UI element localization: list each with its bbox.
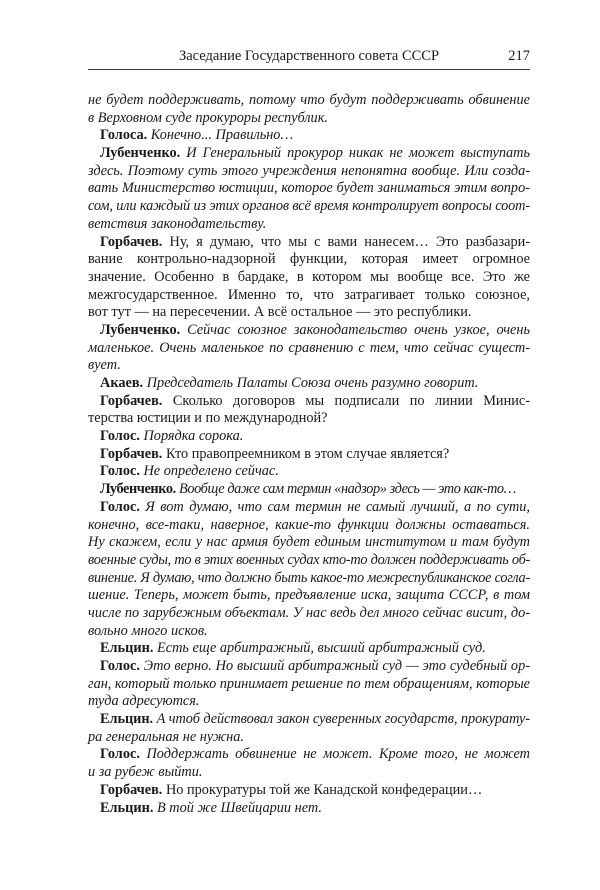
speaker-name: Лубенченко. — [100, 145, 181, 162]
speech-text: вольно много исков. — [88, 622, 208, 639]
text-line — [88, 605, 530, 623]
speech-text: Кто правопреемником в этом случае является? — [165, 445, 450, 462]
speaker-name: Ельцин. — [100, 640, 154, 657]
speaker-name: Горбачев. — [100, 233, 163, 250]
transcript-paragraph — [88, 640, 530, 658]
text-line — [88, 800, 530, 818]
transcript-paragraph — [88, 481, 530, 499]
transcript-paragraph — [88, 127, 530, 145]
speech-text: сом, или каждый из этих органов всё время контролирует вопросы соот- — [88, 198, 530, 215]
speech-text: В той же Швейцарии нет. — [156, 799, 322, 816]
speech-text: вует. — [88, 357, 121, 374]
speech-text: Вообще даже сам термин «надзор» здесь — это как-то… — [179, 481, 516, 498]
speech-text: Сколько договоров мы подписали по линии Минис- — [172, 392, 530, 409]
speaker-name: Голос. — [100, 746, 140, 763]
speech-text: вание контрольно-надзорной функции, которая имеет огромное — [88, 251, 530, 268]
speaker-name: Голос. — [100, 428, 140, 445]
page-number: 217 — [508, 48, 530, 64]
speaker-name: Лубенченко. — [100, 321, 181, 338]
text-line — [88, 658, 530, 676]
transcript-paragraph — [88, 746, 530, 781]
speech-text: шение. Теперь, может быть, предъявление иска, защита СССР, в том — [88, 587, 530, 604]
speech-text: здесь. Поэтому суть этого учреждения непонятна вообще. Или созда- — [88, 162, 530, 179]
speech-text: не будет поддерживать, потому что будут поддерживать обвинение — [88, 92, 530, 108]
text-line — [88, 517, 530, 535]
text-line — [88, 234, 530, 252]
text-line — [88, 676, 530, 694]
transcript-paragraph — [88, 92, 530, 127]
text-line — [88, 340, 530, 358]
text-line — [88, 746, 530, 764]
text-line — [88, 198, 530, 216]
speech-text: Это верно. Но высший арбитражный суд — это судебный ор- — [143, 658, 530, 674]
speech-text: Не определено сейчас. — [143, 463, 279, 480]
speaker-name: Горбачев. — [100, 392, 163, 409]
text-line — [88, 127, 530, 145]
text-line — [88, 357, 530, 375]
text-line — [88, 570, 530, 588]
text-line — [88, 587, 530, 605]
speech-text: в Верховном суде прокуроры республик. — [88, 109, 328, 126]
speech-text: Но прокуратуры той же Канадской конфедерации… — [165, 781, 483, 798]
speaker-name: Голос. — [100, 463, 140, 480]
speech-text: винение. Я думаю, что должно быть какое-то межреспубликанское согла- — [88, 569, 530, 586]
speech-text: вот тут — на пересечении. А всё остальное — это республики. — [88, 304, 472, 321]
text-line — [88, 304, 530, 322]
text-line — [88, 764, 530, 782]
speech-text: значение. Особенно в бардаке, в котором мы вообще все. Это же — [88, 268, 530, 285]
text-line — [88, 180, 530, 198]
speech-text: Есть еще арбитражный, высший арбитражный суд. — [156, 640, 486, 657]
transcript-paragraph — [88, 800, 530, 818]
speech-text: Поддержать обвинение не может. Кроме того, не может — [146, 746, 530, 763]
speech-text: А чтоб действовал закон суверенных государств, прокурату- — [156, 711, 531, 728]
speaker-name: Ельцин. — [100, 799, 154, 816]
text-line — [88, 269, 530, 287]
text-line — [88, 375, 530, 393]
speech-text: ра генеральная не нужна. — [88, 728, 244, 745]
running-title: Заседание Государственного совета СССР — [178, 48, 440, 64]
transcript-paragraph — [88, 463, 530, 481]
text-line — [88, 428, 530, 446]
text-line — [88, 163, 530, 181]
transcript-body — [88, 92, 530, 817]
speaker-name: Голос. — [100, 498, 140, 515]
speech-text: И Генеральный прокурор никак не может выступать — [186, 145, 530, 162]
text-line — [88, 640, 530, 658]
text-line — [88, 287, 530, 305]
text-line — [88, 481, 530, 499]
text-line — [88, 729, 530, 747]
transcript-paragraph — [88, 322, 530, 375]
transcript-paragraph — [88, 711, 530, 746]
speech-text: Сейчас союзное законодательство очень узкое, очень — [187, 321, 530, 338]
text-line — [88, 552, 530, 570]
speaker-name: Горбачев. — [100, 781, 163, 798]
speech-text: и за рубеж выйти. — [88, 764, 203, 781]
text-line — [88, 145, 530, 163]
text-line — [88, 251, 530, 269]
speech-text: Я вот думаю, что сам термин не самый лучший, а по сути, — [145, 498, 530, 515]
transcript-paragraph — [88, 446, 530, 464]
speaker-name: Голоса. — [100, 127, 148, 144]
text-line — [88, 711, 530, 729]
speech-text: ветствия законодательству. — [88, 215, 267, 232]
text-line — [88, 92, 530, 110]
text-line — [88, 782, 530, 800]
text-line — [88, 322, 530, 340]
transcript-paragraph — [88, 428, 530, 446]
speech-text: вать Министерство юстиции, которое будет заниматься этим вопро- — [88, 180, 530, 197]
text-line — [88, 393, 530, 411]
speaker-name: Голос. — [100, 658, 140, 674]
running-header — [88, 47, 530, 70]
speech-text: межгосударственное. Именно то, что затрагивает только союзное, — [88, 286, 530, 303]
text-line — [88, 216, 530, 234]
speech-text: Председатель Палаты Союза очень разумно говорит. — [146, 375, 479, 391]
speech-text: ган, который только принимает решение по тем обращениям, которые — [88, 675, 530, 692]
transcript-paragraph — [88, 499, 530, 641]
speech-text: Ну, я думаю, что мы с вами нанесем… Это разбазари- — [169, 233, 531, 250]
speech-text: маленькое. Очень маленькое по сравнению с тем, что сейчас сущест- — [88, 339, 530, 356]
text-line — [88, 534, 530, 552]
text-line — [88, 623, 530, 641]
text-line — [88, 499, 530, 517]
transcript-paragraph — [88, 658, 530, 711]
speaker-name: Лубенченко. — [100, 481, 176, 498]
transcript-paragraph — [88, 393, 530, 428]
speech-text: туда адресуются. — [88, 693, 200, 710]
text-line — [88, 446, 530, 464]
text-line — [88, 410, 530, 428]
speech-text: числе по зарубежным объектам. У нас ведь дел много сейчас висит, до- — [88, 604, 530, 621]
speech-text: конечно, все-таки, наверное, какие-то функции должны оставаться. — [88, 516, 530, 533]
speech-text: Конечно... Правильно… — [150, 127, 294, 144]
text-line — [88, 693, 530, 711]
transcript-paragraph — [88, 234, 530, 322]
speaker-name: Горбачев. — [100, 445, 163, 462]
text-line — [88, 463, 530, 481]
text-line — [88, 110, 530, 128]
speech-text: Порядка сорока. — [143, 428, 244, 445]
speech-text: Ну скажем, если у нас армия будет единым институтом и там будут — [88, 534, 530, 551]
speech-text: военные суды, то в этих военных судах кто-то должен поддерживать об- — [88, 551, 531, 568]
transcript-paragraph — [88, 375, 530, 393]
speaker-name: Ельцин. — [100, 711, 154, 728]
speaker-name: Акаев. — [100, 375, 144, 391]
speech-text: терства юстиции и по международной? — [88, 410, 328, 427]
transcript-paragraph — [88, 145, 530, 233]
transcript-paragraph — [88, 782, 530, 800]
